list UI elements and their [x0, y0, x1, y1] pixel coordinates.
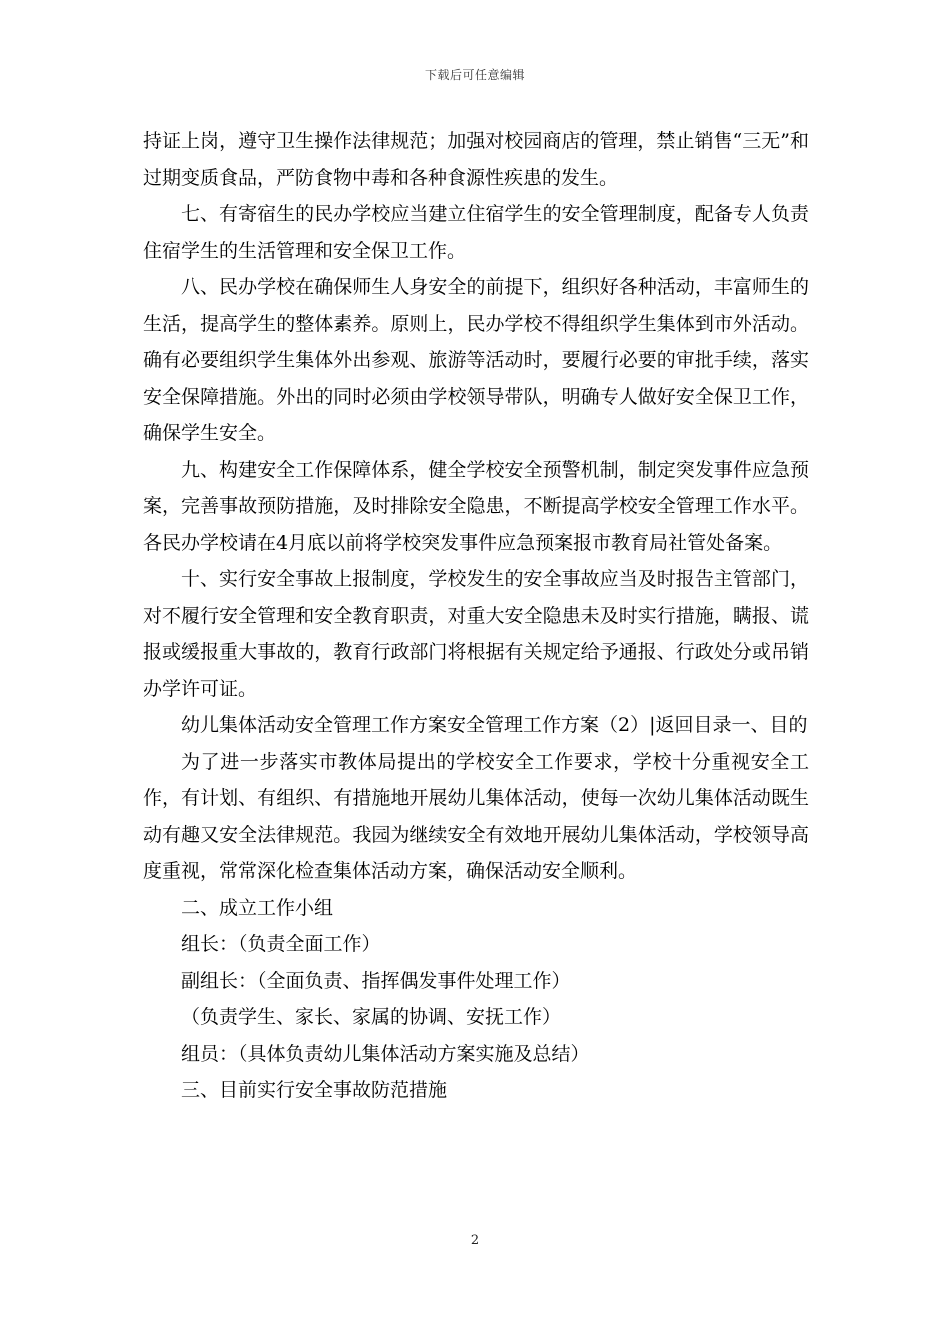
document-body: [143, 123, 809, 1109]
page-header: 下载后可任意编辑: [424, 68, 525, 82]
deputy-leader-line: 副组长：（全面负责、指挥偶发事件处理工作）: [181, 969, 571, 992]
coordination-line: （负责学生、家长、家属的协调、安抚工作）: [181, 1006, 562, 1028]
page-number: 2: [470, 1233, 480, 1248]
paragraph-item-9: 九、构建安全工作保障体系，健全学校安全预警机制，制定突发事件应急预案，完善事故预防措施，及时排除安全隐患，不断提高学校安全管理工作水平。各民办学校请在4月底以前将学校突发事件应急预案报市教育局社管处备案。: [143, 458, 809, 554]
group-leader-line: 组长：（负责全面工作）: [181, 933, 381, 955]
paragraph-continued-text: 持证上岗，遵守卫生操作法律规范；加强对校园商店的管理，禁止销售“三无”和过期变质食品，严防食物中毒和各种食源性疾患的发生。: [143, 130, 809, 189]
section-title-plan-2: 幼儿集体活动安全管理工作方案安全管理工作方案（2）|返回目录一、目的: [181, 714, 808, 736]
heading-working-group: 二、成立工作小组: [181, 896, 334, 919]
paragraph-item-8: 八、民办学校在确保师生人身安全的前提下，组织好各种活动，丰富师生的生活，提高学生的整体素养。原则上，民办学校不得组织学生集体到市外活动。确有必要组织学生集体外出参观、旅游等活动时，要履行必要的审批手续，落实安全保障措施。外出的同时必须由学校领导带队，明确专人做好安全保卫工作，确保学生安全。: [143, 276, 809, 444]
paragraph-item-10: 十、实行安全事故上报制度，学校发生的安全事故应当及时报告主管部门，对不履行安全管理和安全教育职责，对重大安全隐患未及时实行措施，瞒报、谎报或缓报重大事故的，教育行政部门将根据有关规定给予通报、行政处分或吊销办学许可证。: [143, 568, 809, 700]
heading-safety-measures: 三、目前实行安全事故防范措施: [181, 1079, 448, 1101]
paragraph-purpose: 为了进一步落实市教体局提出的学校安全工作要求，学校十分重视安全工作，有计划、有组织、有措施地开展幼儿集体活动，使每一次幼儿集体活动既生动有趣又安全法律规范。我园为继续安全有效地开展幼儿集体活动，学校领导高度重视，常常深化检查集体活动方案，确保活动安全顺利。: [143, 750, 809, 882]
paragraph-item-7: 七、有寄宿生的民办学校应当建立住宿学生的安全管理制度，配备专人负责住宿学生的生活管理和安全保卫工作。: [143, 203, 809, 262]
members-line: 组员：（具体负责幼儿集体活动方案实施及总结）: [181, 1042, 590, 1065]
